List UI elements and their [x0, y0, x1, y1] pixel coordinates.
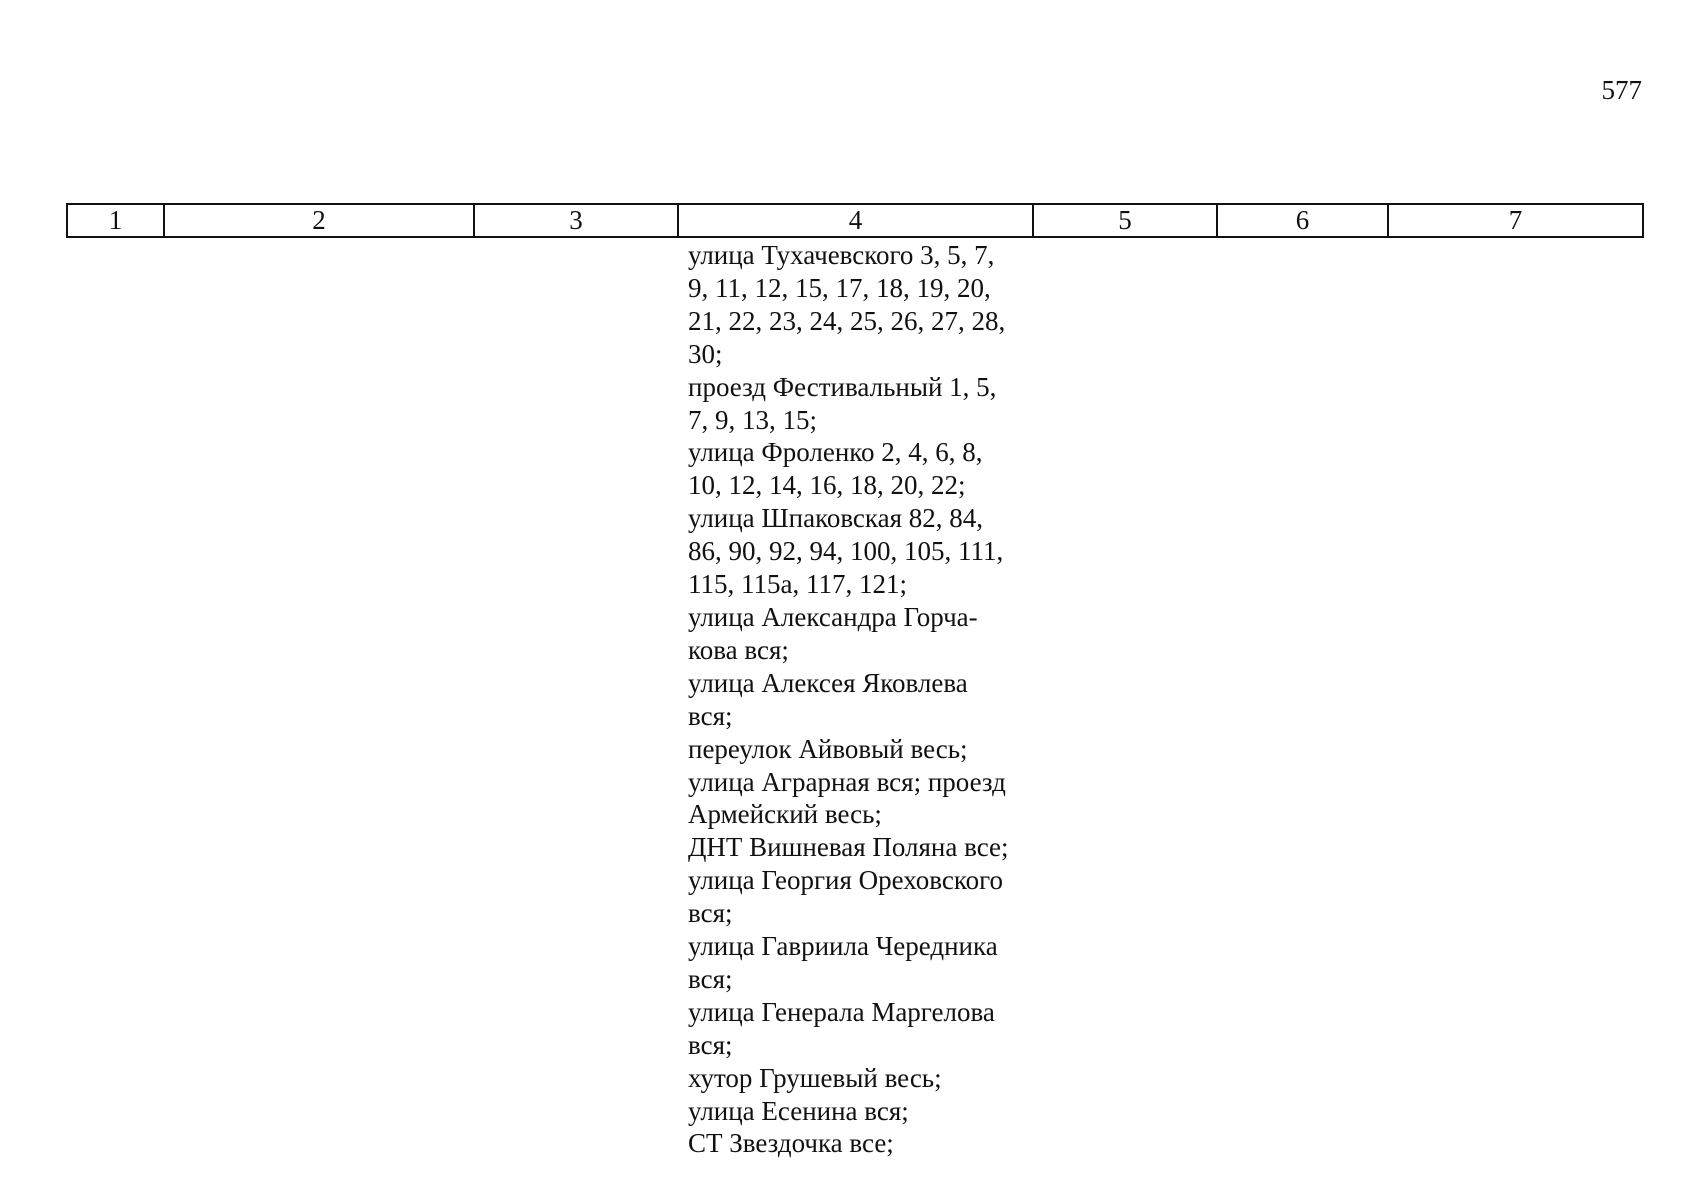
column-number-4: 4	[678, 204, 1033, 237]
address-entry: улица Георгия Ореховского вся;	[688, 865, 1003, 929]
address-entry: улица Есенина вся;	[688, 1095, 909, 1126]
address-entry: улица Аграрная вся; проезд Армейский весь;	[688, 766, 1006, 830]
column-4-address-list	[688, 239, 1020, 1160]
address-entry: улица Тухачевского 3, 5, 7, 9, 11, 12, 15, 17, 18, 19, 20, 21, 22, 23, 24, 25, 26, 27, 28, 30;	[688, 240, 1006, 369]
page-number: 577	[1601, 75, 1642, 105]
address-entry: хутор Грушевый весь;	[688, 1062, 942, 1093]
column-number-3: 3	[474, 204, 678, 237]
table-header	[66, 203, 1644, 238]
address-entry: улица Фроленко 2, 4, 6, 8, 10, 12, 14, 16, 18, 20, 22;	[688, 437, 983, 501]
address-entry: проезд Фестивальный 1, 5, 7, 9, 13, 15;	[688, 371, 997, 435]
column-number-1: 1	[67, 204, 164, 237]
address-entry: ДНТ Вишневая Поляна все;	[688, 832, 1009, 863]
column-number-7: 7	[1388, 204, 1643, 237]
address-entry: улица Шпаковская 82, 84, 86, 90, 92, 94, 100, 105, 111, 115, 115а, 117, 121;	[688, 503, 1004, 600]
column-number-2: 2	[164, 204, 474, 237]
address-entry: улица Гавриила Чередника вся;	[688, 931, 998, 994]
address-entry: СТ Звездочка все;	[688, 1128, 894, 1159]
column-number-5: 5	[1033, 204, 1217, 237]
address-entry: улица Александра Горча- кова вся;	[688, 601, 978, 665]
address-entry: улица Генерала Маргелова вся;	[688, 996, 995, 1060]
address-entry: переулок Айвовый весь;	[688, 733, 968, 764]
header-row	[67, 204, 1643, 237]
column-number-6: 6	[1217, 204, 1388, 237]
address-entry: улица Алексея Яковлева вся;	[688, 667, 968, 731]
